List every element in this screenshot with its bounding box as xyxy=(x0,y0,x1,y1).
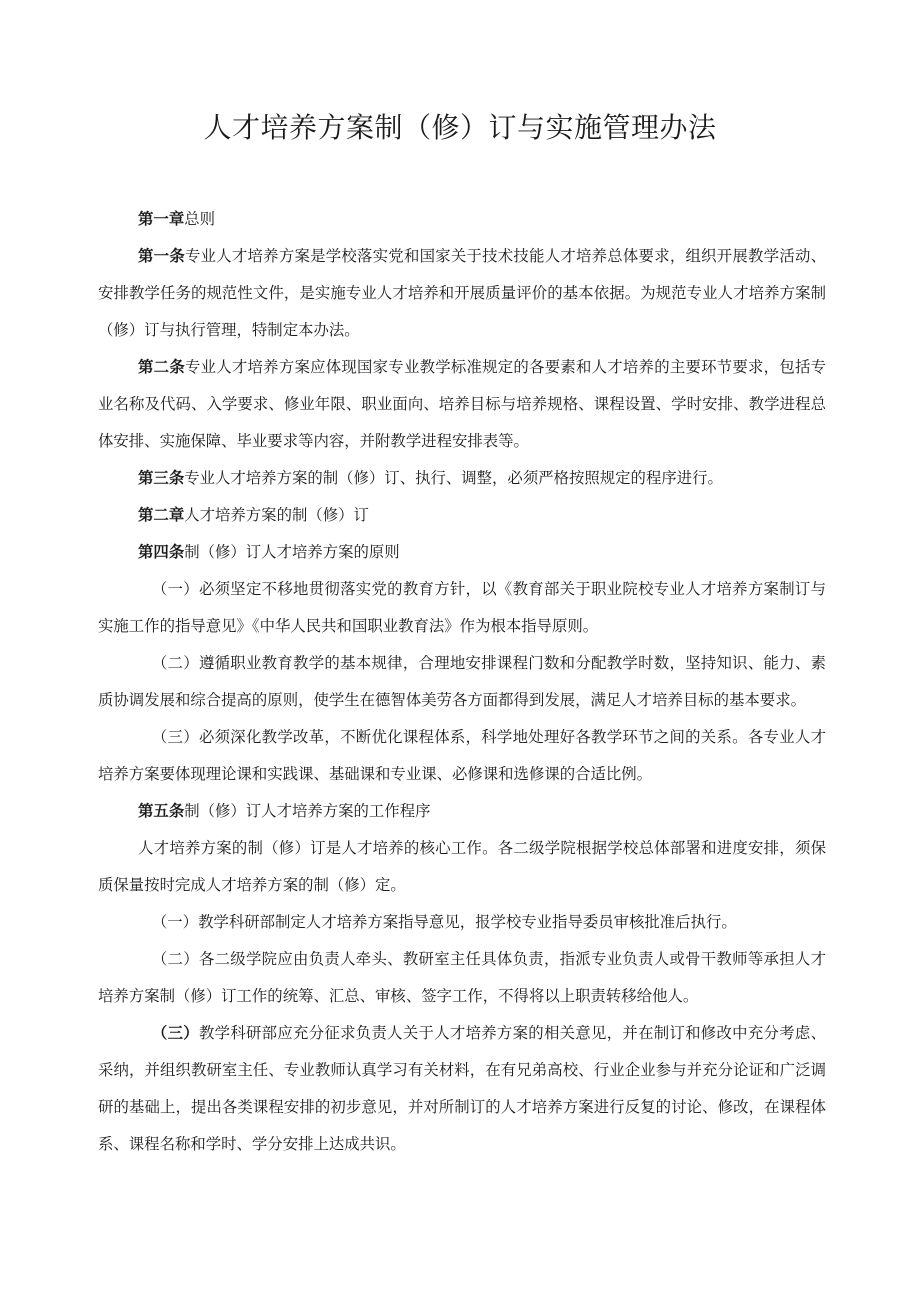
paragraph-article-5 xyxy=(98,793,826,830)
paragraph-article-3 xyxy=(98,460,826,497)
paragraph-item-4-1 xyxy=(98,571,826,645)
article-label: 第三条 xyxy=(138,469,185,487)
paragraph-text: 人才培养方案的制（修）订是人才培养的核心工作。各二级学院根据学校总体部署和进度安排，须保质保量按时完成人才培养方案的制（修）定。 xyxy=(98,839,826,894)
paragraph-item-4-3 xyxy=(98,719,826,793)
paragraph-text: （一）教学科研部制定人才培养方案指导意见，报学校专业指导委员审核批准后执行。 xyxy=(151,913,737,931)
paragraph-text: 专业人才培养方案是学校落实党和国家关于技术技能人才培养总体要求，组织开展教学活动、安排教学任务的规范性文件，是实施专业人才培养和开展质量评价的基本依据。为规范专业人才培养方案制（修）订与执行管理，特制定本办法。 xyxy=(98,247,826,339)
paragraph-article-4 xyxy=(98,534,826,571)
paragraph-article-2 xyxy=(98,349,826,460)
paragraph-text: 人才培养方案的制（修）订 xyxy=(184,506,369,524)
paragraph-text: 制（修）订人才培养方案的原则 xyxy=(184,543,400,561)
paragraph-article-5-intro xyxy=(98,830,826,904)
paragraph-item-5-3 xyxy=(98,1015,826,1163)
article-label: 第一条 xyxy=(138,247,185,265)
paragraph-chapter-1 xyxy=(98,201,826,238)
paragraph-text: 教学科研部应充分征求负责人关于人才培养方案的相关意见，并在制订和修改中充分考虑、采纳，并组织教研室主任、专业教师认真学习有关材料，在有兄弟高校、行业企业参与并充分论证和广泛调研的基础上，提出各类课程安排的初步意见，并对所制订的人才培养方案进行反复的讨论、修改，在课程体系、课程名称和学时、学分安排上达成共识。 xyxy=(98,1024,826,1153)
paragraph-item-5-2 xyxy=(98,941,826,1015)
paragraph-text: （一）必须坚定不移地贯彻落实党的教育方针，以《教育部关于职业院校专业人才培养方案制订与实施工作的指导意见》《中华人民共和国职业教育法》作为根本指导原则。 xyxy=(98,580,826,635)
paragraph-text: 制（修）订人才培养方案的工作程序 xyxy=(184,802,431,820)
chapter-heading-label: 第一章 xyxy=(138,210,185,228)
article-label: 第二条 xyxy=(138,358,185,376)
paragraph-article-1 xyxy=(98,238,826,349)
document-title: 人才培养方案制（修）订与实施管理办法 xyxy=(203,111,717,144)
paragraph-text: 专业人才培养方案的制（修）订、执行、调整，必须严格按照规定的程序进行。 xyxy=(184,469,723,487)
paragraph-text: （三）必须深化教学改革，不断优化课程体系，科学地处理好各教学环节之间的关系。各专业人才培养方案要体现理论课和实践课、基础课和专业课、必修课和选修课的合适比例。 xyxy=(98,728,826,783)
item-label: （三） xyxy=(151,1024,199,1042)
paragraph-chapter-2 xyxy=(98,497,826,534)
paragraph-text: 专业人才培养方案应体现国家专业教学标准规定的各要素和人才培养的主要环节要求，包括专业名称及代码、入学要求、修业年限、职业面向、培养目标与培养规格、课程设置、学时安排、教学进程总体安排、实施保障、毕业要求等内容，并附教学进程安排表等。 xyxy=(98,358,826,450)
paragraph-item-5-1 xyxy=(98,904,826,941)
paragraph-text: （二）遵循职业教育教学的基本规律，合理地安排课程门数和分配教学时数，坚持知识、能力、素质协调发展和综合提高的原则，使学生在德智体美劳各方面都得到发展，满足人才培养目标的基本要求。 xyxy=(98,654,826,709)
article-label: 第五条 xyxy=(138,802,185,820)
paragraph-item-4-2 xyxy=(98,645,826,719)
article-label: 第四条 xyxy=(138,543,185,561)
chapter-heading-label: 第二章 xyxy=(138,506,185,524)
document-body xyxy=(98,201,826,1163)
paragraph-text: （二）各二级学院应由负责人牵头、教研室主任具体负责，指派专业负责人或骨干教师等承担人才培养方案制（修）订工作的统筹、汇总、审核、签字工作，不得将以上职责转移给他人。 xyxy=(98,950,826,1005)
paragraph-text: 总则 xyxy=(184,210,216,228)
